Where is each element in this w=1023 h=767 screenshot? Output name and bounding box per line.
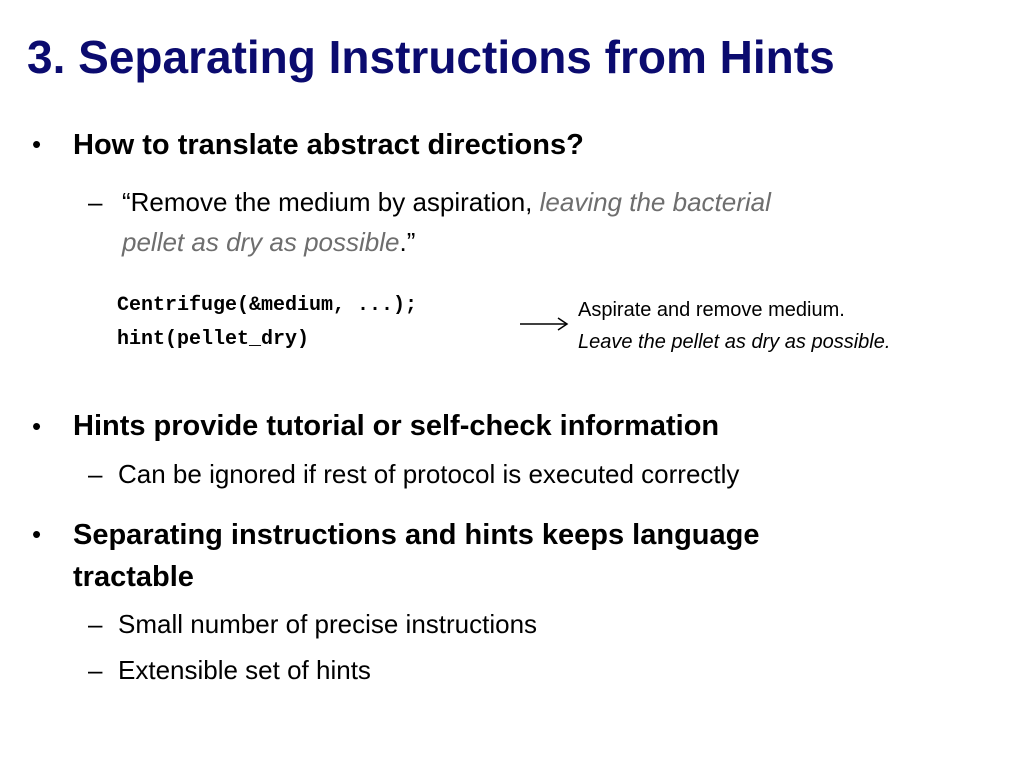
bullet-hints-provide: Hints provide tutorial or self-check information	[73, 410, 720, 442]
bullet-separating-line-2: tractable	[73, 561, 194, 593]
quote-open-text: “Remove the medium by aspiration,	[122, 187, 540, 217]
quote-italic-part-1: leaving the bacterial	[539, 187, 771, 217]
sub-bullet-small-number: Small number of precise instructions	[118, 609, 538, 639]
quote-italic-part-2: pellet as dry as possible	[122, 227, 400, 257]
quote-line-2	[122, 222, 415, 262]
bullet-how-to-translate: How to translate abstract directions?	[73, 129, 584, 161]
code-line-hint: hint(pellet_dry)	[117, 328, 310, 351]
translation-line-aspirate: Aspirate and remove medium.	[578, 299, 845, 321]
sub-bullet-extensible-set: Extensible set of hints	[118, 655, 371, 685]
bullet-marker: •	[32, 129, 42, 159]
bullet-marker: •	[32, 519, 42, 549]
bullet-separating-line-1: Separating instructions and hints keeps language	[73, 519, 760, 551]
sub-bullet-dash: –	[88, 609, 103, 639]
sub-bullet-can-be-ignored: Can be ignored if rest of protocol is executed correctly	[118, 459, 740, 489]
quote-line-1	[122, 182, 771, 222]
slide-title: 3. Separating Instructions from Hints	[27, 31, 835, 83]
code-line-centrifuge: Centrifuge(&medium, ...);	[117, 294, 418, 317]
sub-bullet-dash: –	[88, 187, 103, 217]
bullet-marker: •	[32, 411, 42, 441]
translation-line-leave-pellet: Leave the pellet as dry as possible.	[578, 331, 891, 353]
sub-bullet-dash: –	[88, 459, 103, 489]
quote-close-text: .”	[399, 227, 416, 257]
right-arrow-icon	[518, 314, 572, 334]
sub-bullet-dash: –	[88, 655, 103, 685]
